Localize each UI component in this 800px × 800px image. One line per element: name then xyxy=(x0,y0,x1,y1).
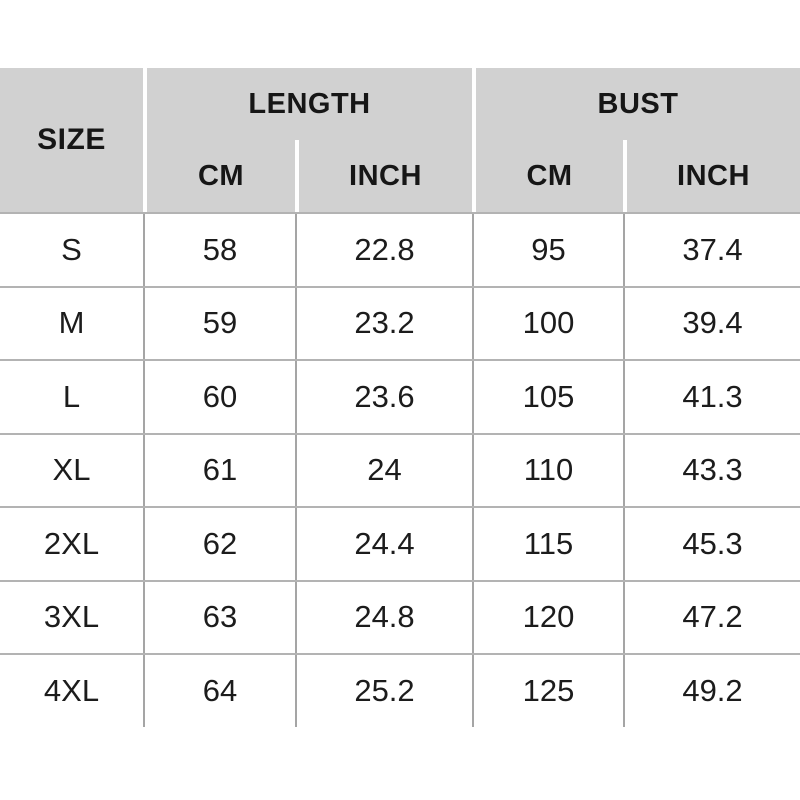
length-cm-cell: 62 xyxy=(143,508,295,580)
size-chart-table xyxy=(0,68,800,727)
length-cm-cell: 60 xyxy=(143,361,295,433)
table-body xyxy=(0,212,800,727)
table-header xyxy=(0,68,800,212)
bust-cm-cell: 100 xyxy=(472,288,623,360)
size-cell: S xyxy=(61,231,82,267)
bust-cm-cell: 115 xyxy=(472,508,623,580)
table-row xyxy=(0,580,800,654)
table-row xyxy=(0,653,800,727)
bust-cm-cell: 125 xyxy=(472,655,623,727)
length-inch-cell: 25.2 xyxy=(295,655,472,727)
size-cell: 2XL xyxy=(43,525,100,561)
bust-inch-cell: 47.2 xyxy=(623,582,800,654)
table-row xyxy=(0,286,800,360)
table-row xyxy=(0,359,800,433)
length-inch-cell: 24.8 xyxy=(295,582,472,654)
bust-cm-cell: 120 xyxy=(472,582,623,654)
header-bust-cm: CM xyxy=(472,140,623,212)
length-cm-cell: 63 xyxy=(143,582,295,654)
table-row xyxy=(0,212,800,286)
header-length-inch: INCH xyxy=(295,140,472,212)
bust-inch-cell: 43.3 xyxy=(623,435,800,507)
header-size: SIZE xyxy=(37,123,106,156)
size-cell: L xyxy=(62,378,81,414)
bust-inch-cell: 45.3 xyxy=(623,508,800,580)
table-row xyxy=(0,506,800,580)
bust-inch-cell: 37.4 xyxy=(623,214,800,286)
length-inch-cell: 23.2 xyxy=(295,288,472,360)
size-cell: XL xyxy=(52,452,91,488)
bust-cm-cell: 110 xyxy=(472,435,623,507)
length-cm-cell: 64 xyxy=(143,655,295,727)
length-inch-cell: 23.6 xyxy=(295,361,472,433)
length-cm-cell: 58 xyxy=(143,214,295,286)
length-cm-cell: 59 xyxy=(143,288,295,360)
size-cell: M xyxy=(58,305,85,341)
bust-inch-cell: 49.2 xyxy=(623,655,800,727)
bust-inch-cell: 41.3 xyxy=(623,361,800,433)
length-inch-cell: 24 xyxy=(295,435,472,507)
header-bust: BUST xyxy=(472,68,800,140)
bust-inch-cell: 39.4 xyxy=(623,288,800,360)
header-length: LENGTH xyxy=(143,68,472,140)
length-inch-cell: 22.8 xyxy=(295,214,472,286)
size-cell: 4XL xyxy=(43,672,100,708)
length-inch-cell: 24.4 xyxy=(295,508,472,580)
bust-cm-cell: 105 xyxy=(472,361,623,433)
header-bust-inch: INCH xyxy=(623,140,800,212)
bust-cm-cell: 95 xyxy=(472,214,623,286)
header-length-cm: CM xyxy=(143,140,295,212)
length-cm-cell: 61 xyxy=(143,435,295,507)
table-row xyxy=(0,433,800,507)
size-cell: 3XL xyxy=(43,599,100,635)
